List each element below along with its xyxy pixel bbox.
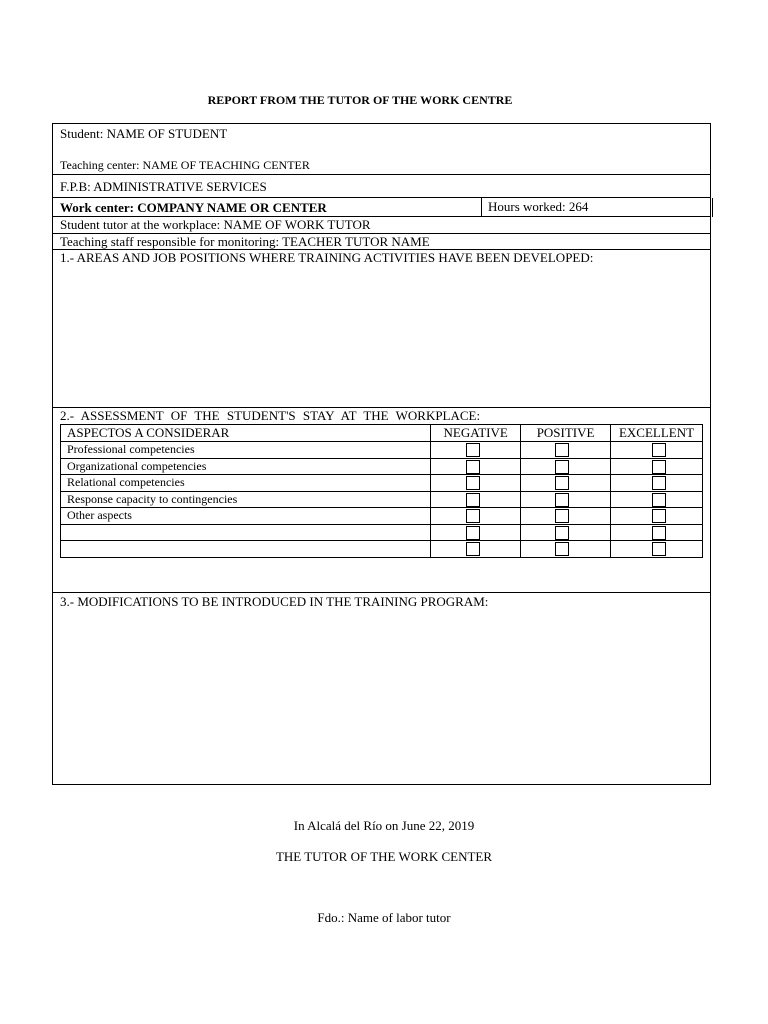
excellent-cell <box>611 458 703 475</box>
table-row <box>61 458 703 475</box>
excellent-checkbox[interactable] <box>652 460 666 474</box>
work-center-field: Work center: COMPANY NAME OR CENTER <box>60 200 327 215</box>
table-row <box>61 442 703 459</box>
table-row <box>61 508 703 525</box>
aspect-label: Professional competencies <box>61 442 431 459</box>
section1-heading: 1.- AREAS AND JOB POSITIONS WHERE TRAINING ACTIVITIES HAVE BEEN DEVELOPED: <box>60 250 594 265</box>
aspect-label: Relational competencies <box>61 475 431 492</box>
positive-checkbox[interactable] <box>555 443 569 457</box>
negative-checkbox[interactable] <box>466 476 480 490</box>
positive-cell <box>521 475 611 492</box>
table-row <box>61 475 703 492</box>
negative-cell <box>431 458 521 475</box>
table-row <box>61 491 703 508</box>
hours-worked-cell <box>481 198 713 217</box>
report-form <box>52 123 711 785</box>
header-positive: POSITIVE <box>521 425 611 442</box>
negative-checkbox[interactable] <box>466 509 480 523</box>
excellent-cell <box>611 491 703 508</box>
positive-cell <box>521 541 611 558</box>
excellent-cell <box>611 508 703 525</box>
excellent-cell <box>611 524 703 541</box>
student-tutor-field: Student tutor at the workplace: NAME OF WORK TUTOR <box>60 217 371 232</box>
negative-cell <box>431 508 521 525</box>
positive-checkbox[interactable] <box>555 493 569 507</box>
hours-worked-field: Hours worked: 264 <box>488 199 589 214</box>
negative-checkbox[interactable] <box>466 443 480 457</box>
teaching-staff-field: Teaching staff responsible for monitoring: TEACHER TUTOR NAME <box>60 234 430 249</box>
excellent-cell <box>611 475 703 492</box>
fpb-field: F.P.B: ADMINISTRATIVE SERVICES <box>60 179 267 194</box>
negative-cell <box>431 524 521 541</box>
section2-heading: 2.- ASSESSMENT OF THE STUDENT'S STAY AT THE WORKPLACE: <box>60 408 481 423</box>
assessment-header-row <box>61 425 703 442</box>
header-negative: NEGATIVE <box>431 425 521 442</box>
positive-checkbox[interactable] <box>555 460 569 474</box>
aspect-label <box>61 541 431 558</box>
table-row <box>61 541 703 558</box>
positive-checkbox[interactable] <box>555 526 569 540</box>
student-field: Student: NAME OF STUDENT <box>60 126 228 141</box>
negative-cell <box>431 475 521 492</box>
section3-heading: 3.- MODIFICATIONS TO BE INTRODUCED IN THE TRAINING PROGRAM: <box>60 594 489 609</box>
aspect-label: Response capacity to contingencies <box>61 491 431 508</box>
header-aspects: ASPECTOS A CONSIDERAR <box>61 425 431 442</box>
negative-checkbox[interactable] <box>466 526 480 540</box>
place-date: In Alcalá del Río on June 22, 2019 <box>293 818 475 833</box>
negative-checkbox[interactable] <box>466 542 480 556</box>
positive-checkbox[interactable] <box>555 476 569 490</box>
teaching-center-field: Teaching center: NAME OF TEACHING CENTER <box>60 158 310 172</box>
aspect-label <box>61 524 431 541</box>
positive-checkbox[interactable] <box>555 509 569 523</box>
report-title: REPORT FROM THE TUTOR OF THE WORK CENTRE <box>207 93 513 107</box>
signer-title: THE TUTOR OF THE WORK CENTER <box>275 849 493 864</box>
aspect-label: Organizational competencies <box>61 458 431 475</box>
negative-checkbox[interactable] <box>466 493 480 507</box>
signature-line: Fdo.: Name of labor tutor <box>317 910 451 925</box>
excellent-checkbox[interactable] <box>652 493 666 507</box>
positive-cell <box>521 524 611 541</box>
excellent-cell <box>611 442 703 459</box>
excellent-checkbox[interactable] <box>652 443 666 457</box>
negative-checkbox[interactable] <box>466 460 480 474</box>
table-row <box>61 524 703 541</box>
excellent-checkbox[interactable] <box>652 526 666 540</box>
excellent-checkbox[interactable] <box>652 509 666 523</box>
positive-cell <box>521 491 611 508</box>
positive-cell <box>521 508 611 525</box>
assessment-table <box>60 424 703 558</box>
negative-cell <box>431 442 521 459</box>
negative-cell <box>431 491 521 508</box>
excellent-checkbox[interactable] <box>652 542 666 556</box>
aspect-label: Other aspects <box>61 508 431 525</box>
positive-checkbox[interactable] <box>555 542 569 556</box>
excellent-checkbox[interactable] <box>652 476 666 490</box>
positive-cell <box>521 442 611 459</box>
positive-cell <box>521 458 611 475</box>
negative-cell <box>431 541 521 558</box>
excellent-cell <box>611 541 703 558</box>
header-excellent: EXCELLENT <box>611 425 703 442</box>
